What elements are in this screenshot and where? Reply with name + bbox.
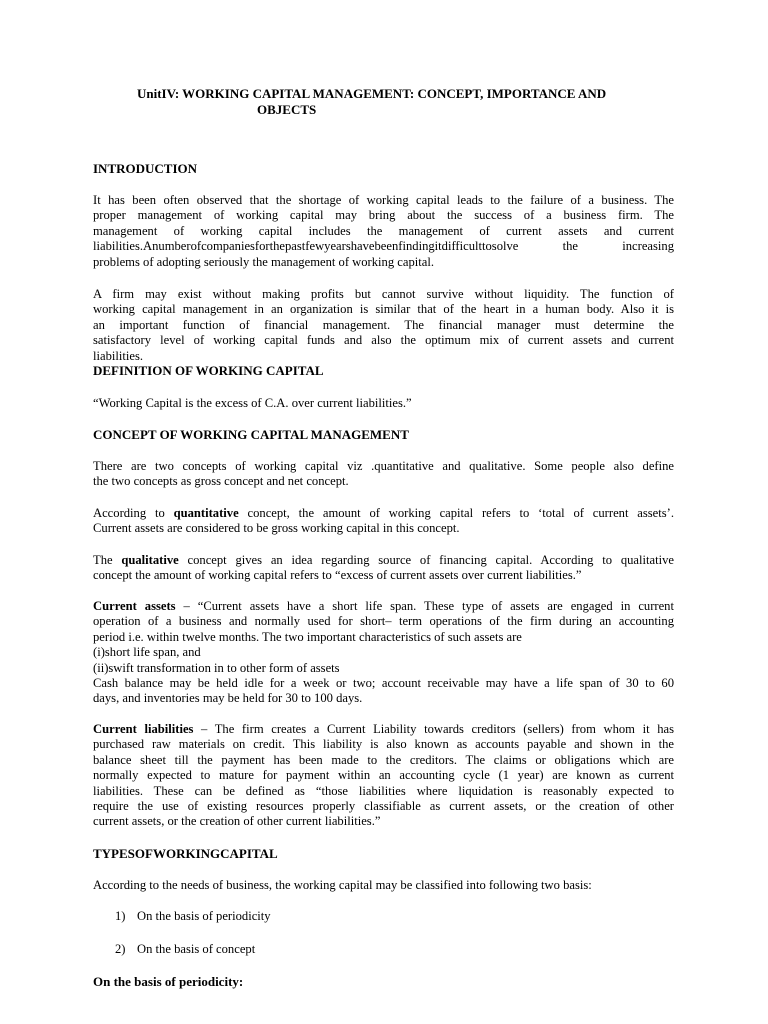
current-assets-line — [93, 599, 674, 614]
list-number: 2) — [115, 942, 126, 956]
current-assets-line: Cash balance may be held idle for a week or two; account receivable may have a life span of 30 to 60 — [93, 676, 674, 691]
text-run: – “Current assets have a short life span. These type of assets are engaged in current — [175, 599, 674, 613]
concept-p1-line: the two concepts as gross concept and net concept. — [93, 474, 349, 489]
concept-paragraph-3 — [93, 553, 674, 584]
intro-p1-line: proper management of working capital may bring about the success of a business firm. The — [93, 208, 674, 223]
intro-p2-line: satisfactory level of working capital funds and also the optimum mix of current assets and current — [93, 333, 674, 348]
list-item — [115, 909, 271, 924]
intro-p2-line: working capital management in an organization is similar that of the heart in a human body. Also it is — [93, 302, 674, 317]
list-text: On the basis of periodicity — [137, 909, 271, 923]
intro-p2-line: A firm may exist without making profits but cannot survive without liquidity. The function of — [93, 287, 674, 301]
intro-p2-line: liabilities. — [93, 348, 144, 363]
list-item — [115, 942, 255, 957]
title-line-2: OBJECTS — [257, 102, 317, 117]
current-assets-line: period i.e. within twelve months. The two important characteristics of such assets are — [93, 629, 522, 644]
list-number: 1) — [115, 909, 126, 923]
concept-p3-line — [93, 553, 674, 568]
current-assets-label: Current assets — [93, 599, 176, 613]
definition-heading: DEFINITION OF WORKING CAPITAL — [93, 363, 324, 378]
current-assets-line: days, and inventories may be held for 30 to 100 days. — [93, 691, 363, 706]
intro-p2-line: an important function of financial management. The financial manager must determine the — [93, 317, 674, 332]
current-assets-paragraph — [93, 599, 674, 707]
current-assets-line: (ii)swift transformation in to other form of assets — [93, 660, 340, 675]
introduction-paragraph-2 — [93, 287, 674, 364]
text-run: – The firm creates a Current Liability towards creditors (sellers) from whom it has — [193, 722, 674, 736]
text-run: According to — [93, 506, 174, 520]
current-liabilities-line: purchased raw materials on credit. This liability is also known as accounts payable and shown in the — [93, 737, 674, 752]
current-assets-line: operation of a business and normally used for short– term operations of the firm during an accounting — [93, 614, 674, 629]
introduction-paragraph-1 — [93, 193, 674, 270]
types-heading: TYPESOFWORKINGCAPITAL — [93, 846, 278, 861]
concept-p2-line — [93, 506, 674, 521]
current-liabilities-line: require the use of existing resources properly classifiable as current assets, or the creation of other — [93, 799, 674, 814]
text-run: concept gives an idea regarding source of financing capital. According to qualitative — [178, 553, 674, 567]
current-liabilities-line — [93, 722, 674, 737]
qualitative-term: qualitative — [121, 553, 179, 567]
current-liabilities-line: normally expected to mature for payment within an accounting cycle (1 year) are known as current — [93, 768, 674, 783]
current-assets-line: (i)short life span, and — [93, 645, 201, 660]
concept-p3-line: concept the amount of working capital refers to “excess of current assets over current liabilities.” — [93, 568, 582, 583]
page-title — [137, 86, 697, 118]
text-run: The — [93, 553, 122, 567]
intro-p1-line: management of working capital includes the management of current assets and current — [93, 223, 674, 238]
concept-paragraph-2 — [93, 506, 674, 537]
current-liabilities-line: liabilities. These can be defined as “those liabilities where liquidation is reasonably expected to — [93, 783, 674, 798]
intro-p1-line: problems of adopting seriously the management of working capital. — [93, 254, 434, 269]
quantitative-term: quantitative — [173, 506, 239, 520]
list-text: On the basis of concept — [137, 942, 256, 956]
types-intro: According to the needs of business, the working capital may be classified into following two basis: — [93, 878, 592, 892]
title-line-1: UnitIV: WORKING CAPITAL MANAGEMENT: CONCEPT, IMPORTANCE AND — [137, 86, 607, 101]
current-liabilities-paragraph — [93, 722, 674, 830]
introduction-heading: INTRODUCTION — [93, 161, 198, 176]
current-liabilities-line: current assets, or the creation of other current liabilities.” — [93, 814, 381, 829]
current-liabilities-line: balance sheet till the payment has been made to the creditors. The claims or obligations which are — [93, 752, 674, 767]
intro-p1-line: It has been often observed that the shortage of working capital leads to the failure of a business. The — [93, 193, 674, 207]
concept-heading: CONCEPT OF WORKING CAPITAL MANAGEMENT — [93, 427, 409, 442]
definition-quote: “Working Capital is the excess of C.A. over current liabilities.” — [93, 396, 412, 410]
concept-paragraph-1 — [93, 459, 674, 490]
concept-p2-line: Current assets are considered to be gross working capital in this concept. — [93, 521, 460, 536]
periodicity-subheading: On the basis of periodicity: — [93, 974, 244, 989]
concept-p1-line: There are two concepts of working capital viz .quantitative and qualitative. Some people also define — [93, 459, 674, 473]
current-liabilities-label: Current liabilities — [93, 722, 194, 736]
text-run: concept, the amount of working capital refers to ‘total of current assets’. — [238, 506, 675, 520]
intro-p1-line: liabilities.Anumberofcompaniesforthepastfewyearshavebeenfindingitdifficulttosolve the increasing — [93, 239, 674, 254]
